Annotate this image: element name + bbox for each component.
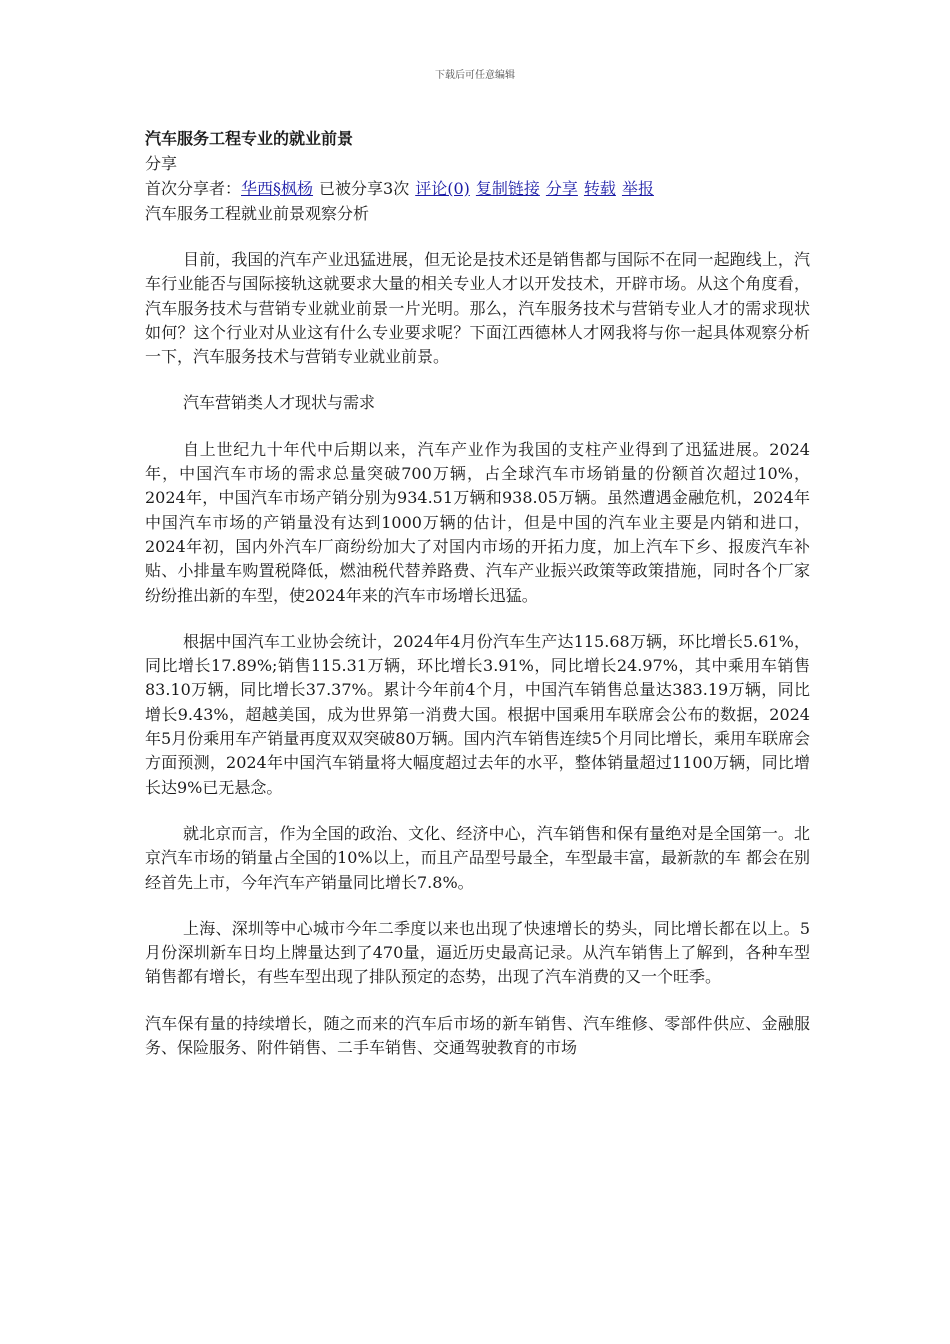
share-meta	[145, 176, 810, 201]
report-link[interactable]: 举报	[621, 179, 654, 198]
page-header-note: 下载后可任意编辑	[435, 70, 515, 81]
article	[145, 126, 810, 1060]
paragraph: 自上世纪九十年代中后期以来，汽车产业作为我国的支柱产业得到了迅猛进展。2024年，中国汽车市场的需求总量突破700万辆，占全球汽车市场销量的份额首次超过10%，2024年，中国汽车市场产销分别为934.51万辆和938.05万辆。虽然遭遇金融危机，2024年中国汽车市场的产销量没有达到1000万辆的估计，但是中国的汽车业主要是内销和进口，2024年初，国内外汽车厂商纷纷加大了对国内市场的开拓力度，加上汽车下乡、报废汽车补贴、小排量车购置税降低，燃油税代替养路费、汽车产业振兴政策等政策措施，同时各个厂家纷纷推出新的车型，使2024年来的汽车市场增长迅猛。	[145, 439, 810, 605]
repost-link[interactable]: 转载	[583, 179, 616, 198]
paragraph: 上海、深圳等中心城市今年二季度以来也出现了快速增长的势头，同比增长都在以上。5月份深圳新车日均上牌量达到了470量，逼近历史最高记录。从汽车销售上了解到，各种车型销售都有增长，有些车型出现了排队预定的态势，出现了汽车消费的又一个旺季。	[145, 918, 810, 987]
paragraph: 目前，我国的汽车产业迅猛进展，但无论是技术还是销售都与国际不在同一起跑线上，汽车行业能否与国际接轨这就要求大量的相关专业人才以开发技术，开辟市场。从这个角度看，汽车服务技术与营销专业就业前景一片光明。那么，汽车服务技术与营销专业人才的需求现状如何？这个行业对从业这有什么专业要求呢？下面江西德林人才网我将与你一起具体观察分析一下，汽车服务技术与营销专业就业前景。	[145, 250, 810, 367]
share-count: 已被分享3次	[319, 179, 410, 198]
paragraph: 就北京而言，作为全国的政治、文化、经济中心，汽车销售和保有量绝对是全国第一。北京汽车市场的销量占全国的10%以上，而且产品型号最全，车型最丰富，最新款的车 都会在别经首先上市，今年汽车产销量同比增长7.8%。	[145, 823, 810, 892]
article-title: 汽车服务工程专业的就业前景	[145, 129, 354, 148]
article-subtitle: 汽车服务工程就业前景观察分析	[145, 204, 370, 223]
comment-link[interactable]: 评论(0)	[415, 179, 470, 198]
share-link[interactable]: 分享	[545, 179, 578, 198]
share-label: 分享	[145, 154, 178, 173]
paragraph: 根据中国汽车工业协会统计，2024年4月份汽车生产达115.68万辆，环比增长5.61%，同比增长17.89%;销售115.31万辆，环比增长3.91%，同比增长24.97%，其中乘用车销售83.10万辆，同比增长37.37%。累计今年前4个月，中国汽车销售总量达383.19万辆，同比增长9.43%，超越美国，成为世界第一消费大国。根据中国乘用车联席会公布的数据，2024年5月份乘用车产销量再度双双突破80万辆。国内汽车销售连续5个月同比增长，乘用车联席会方面预测，2024年中国汽车销量将大幅度超过去年的水平，整体销量超过1100万辆，同比增长达9%已无悬念。	[145, 631, 810, 797]
sharer-link[interactable]: 华西§枫杨	[241, 179, 314, 198]
paragraph: 汽车保有量的持续增长，随之而来的汽车后市场的新车销售、汽车维修、零部件供应、金融服务、保险服务、附件销售、二手车销售、交通驾驶教育的市场	[145, 1013, 810, 1058]
copy-link-link[interactable]: 复制链接	[475, 179, 540, 198]
section-heading: 汽车营销类人才现状与需求	[183, 393, 376, 413]
first-sharer-label: 首次分享者：	[145, 179, 242, 198]
